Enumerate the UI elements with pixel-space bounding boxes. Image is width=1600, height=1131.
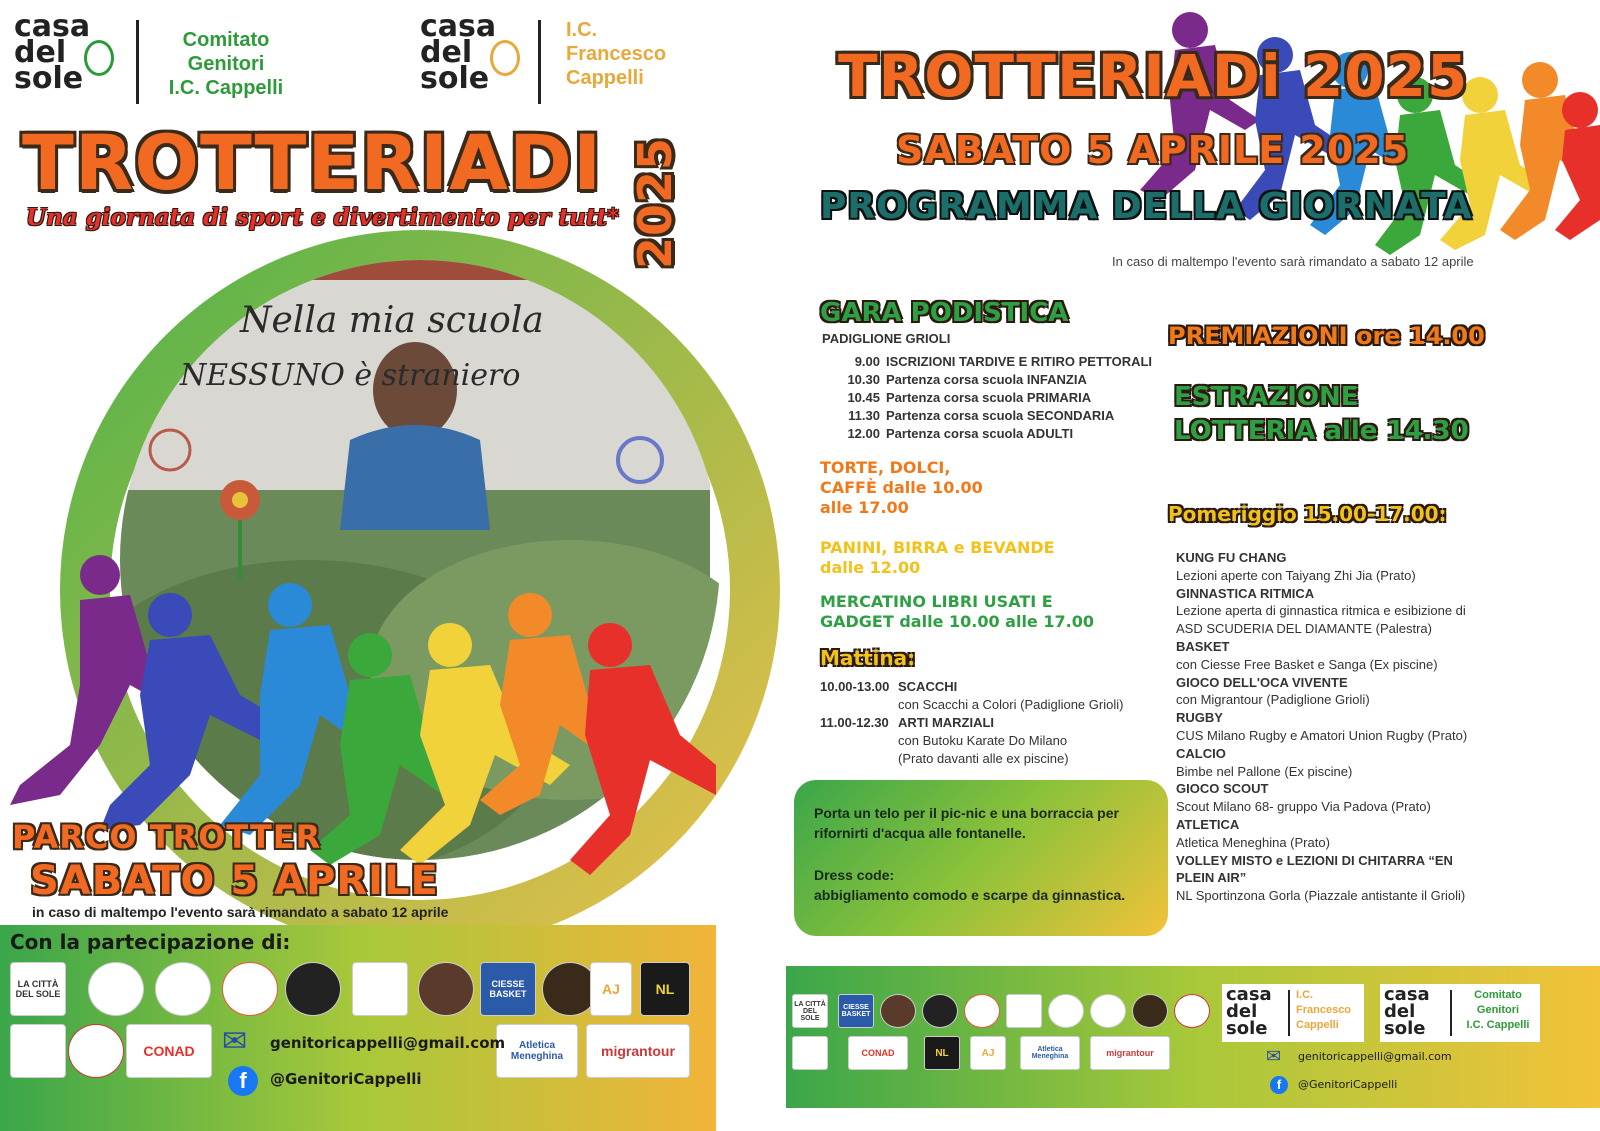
race-time: 10.30 <box>847 372 880 387</box>
sponsor-logo: NL <box>640 962 690 1016</box>
logo-casa-word: casa <box>420 9 497 44</box>
race-time: 9.00 <box>854 354 880 369</box>
food-line: PANINI, BIRRA e BEVANDE <box>820 538 1055 557</box>
activity-title: VOLLEY MISTO e LEZIONI DI CHITARRA “EN PLEIN AIR” <box>1176 852 1453 886</box>
logo-line: I.C. <box>1296 989 1314 1001</box>
logo-del-word: del <box>420 35 473 70</box>
program-weather-note: In caso di maltempo l'evento sarà rimandato a sabato 12 aprile <box>1112 254 1474 269</box>
logo-text <box>1296 988 1351 1033</box>
race-text: Partenza corsa scuola INFANZIA <box>886 372 1087 387</box>
lottery <box>1174 380 1469 448</box>
logo-del-word: del <box>14 35 67 70</box>
race-place: PADIGLIONE GRIOLI <box>822 331 951 346</box>
food-line: TORTE, DOLCI, <box>820 458 951 477</box>
sponsor-logo <box>155 962 211 1016</box>
morning-time: 11.00-12.30 <box>820 715 889 730</box>
sponsor-logo-migrantour: migrantour <box>1090 1036 1170 1070</box>
sponsor-logo <box>1090 994 1126 1028</box>
book-market <box>820 592 1094 632</box>
contact-facebook[interactable]: @GenitoriCappelli <box>270 1070 422 1088</box>
right-program <box>794 0 1600 1131</box>
race-heading: GARA PODISTICA <box>820 298 1069 328</box>
program-heading: PROGRAMMA DELLA GIORNATA <box>820 186 1473 227</box>
logo-comitato-text <box>166 28 286 100</box>
logo-line: Francesco <box>566 43 667 65</box>
race-text: ISCRIZIONI TARDIVE E RITIRO PETTORALI <box>886 354 1153 369</box>
logo-divider <box>136 20 139 104</box>
logo-casa-word: casa <box>14 9 91 44</box>
activity-title: GINNASTICA RITMICA <box>1176 585 1315 601</box>
morning-item <box>820 714 1160 768</box>
sponsor-logo <box>922 994 958 1028</box>
race-text: Partenza corsa scuola ADULTI <box>886 426 1074 441</box>
tips-box <box>794 780 1168 936</box>
logo-line: I.C. Cappelli <box>168 77 284 99</box>
sponsor-logo: CIESSE BASKET <box>480 962 536 1016</box>
sponsor-logo-conad: CONAD <box>126 1024 212 1078</box>
logo-line: Cappelli <box>566 67 644 89</box>
activity-title: CALCIO <box>1176 745 1226 761</box>
weather-note: in caso di maltempo l'evento sarà rimandato a sabato 12 aprile <box>32 904 449 920</box>
event-location: PARCO TROTTER <box>12 818 322 856</box>
logo-casa-del-sole-comitato <box>14 9 91 96</box>
logo-line: I.C. Cappelli <box>1466 1019 1530 1031</box>
sponsor-logo <box>285 962 341 1016</box>
lottery-line: LOTTERIA alle 14.30 <box>1174 416 1469 446</box>
logo-sole-word: sole <box>14 61 84 96</box>
sun-icon <box>490 40 520 76</box>
program-date: SABATO 5 APRILE 2025 <box>896 128 1410 172</box>
activity-line: Lezione aperta di ginnastica ritmica e esibizione di <box>1176 603 1466 619</box>
sponsor-logo <box>88 962 144 1016</box>
activity-title: RUGBY <box>1176 710 1223 726</box>
morning-line: con Scacchi a Colori (Padiglione Grioli) <box>898 697 1124 712</box>
logo-line: Genitori <box>187 53 265 75</box>
logo-line: Comitato <box>182 29 270 51</box>
program-main-title: TROTTERIADi 2025 <box>838 42 1469 110</box>
market-line: GADGET dalle 10.00 alle 17.00 <box>820 612 1094 631</box>
race-row <box>820 389 1160 407</box>
email-icon: ✉ <box>222 1025 248 1058</box>
logo-line: Comitato <box>1474 989 1522 1001</box>
logo-wordmark <box>1226 986 1272 1037</box>
food-cakes <box>820 458 983 518</box>
sponsor-logo <box>1174 994 1210 1028</box>
food-line: dalle 12.00 <box>820 558 921 577</box>
sponsor-logo <box>1132 994 1168 1028</box>
facebook-icon: f <box>1270 1076 1288 1094</box>
tips-line: abbigliamento comodo e scarpe da ginnastica. <box>814 887 1126 903</box>
mural-text-2: NESSUNO è straniero <box>180 358 521 393</box>
sun-icon <box>84 40 114 76</box>
morning-line: con Butoku Karate Do Milano <box>898 733 1068 748</box>
footer-facebook[interactable]: @GenitoriCappelli <box>1298 1078 1398 1091</box>
footer-logo-ic <box>1222 984 1364 1042</box>
poster-subtitle: Una giornata di sport e divertimento per tutt* <box>26 204 620 231</box>
footer-logo-comitato <box>1380 984 1540 1042</box>
race-time: 10.45 <box>847 390 880 405</box>
activity-line: con Migrantour (Padiglione Grioli) <box>1176 692 1370 708</box>
logo-line: I.C. <box>566 19 598 41</box>
poster-year: 2025 <box>628 136 682 270</box>
logo-line: Cappelli <box>1296 1019 1339 1031</box>
food-line: alle 17.00 <box>820 498 909 517</box>
email-icon: ✉ <box>1266 1046 1282 1066</box>
activity-line: Bimbe nel Pallone (Ex piscine) <box>1176 763 1353 779</box>
logo-ic-text <box>566 18 666 90</box>
mural-text-1: Nella mia scuola <box>240 300 544 341</box>
race-row <box>820 371 1160 389</box>
activity-title: BASKET <box>1176 638 1230 654</box>
race-row <box>820 353 1160 371</box>
activity-line: Lezioni aperte con Taiyang Zhi Jia (Prato) <box>1176 567 1416 583</box>
activity-title: GIOCO DELL'OCA VIVENTE <box>1176 674 1348 690</box>
sponsor-logo <box>880 994 916 1028</box>
sponsor-logo <box>418 962 474 1016</box>
activity-line: ASD SCUDERIA DEL DIAMANTE (Palestra) <box>1176 621 1432 637</box>
sponsor-logo: LA CITTÀ DEL SOLE <box>10 962 66 1016</box>
activity-line: Scout Milano 68- gruppo Via Padova (Prato) <box>1176 799 1431 815</box>
morning-heading: Mattina: <box>820 646 916 670</box>
sponsor-logo-migrantour: migrantour <box>586 1024 690 1078</box>
sponsor-logo <box>964 994 1000 1028</box>
logo-del-word: del <box>1226 1001 1258 1022</box>
footer-email[interactable]: genitoricappelli@gmail.com <box>1298 1050 1452 1063</box>
sponsor-logo <box>352 962 408 1016</box>
afternoon-list <box>1176 549 1516 905</box>
race-text: Partenza corsa scuola SECONDARIA <box>886 408 1115 423</box>
sponsor-logo <box>68 1024 124 1078</box>
logo-divider <box>538 20 541 104</box>
sponsor-logo: CIESSE BASKET <box>838 994 874 1028</box>
sponsor-logo <box>1048 994 1084 1028</box>
left-poster <box>0 0 716 1131</box>
morning-line: (Prato davanti alle ex piscine) <box>898 751 1069 766</box>
race-time: 11.30 <box>848 408 880 423</box>
sponsor-logo: NL <box>924 1036 960 1070</box>
sponsor-logo <box>792 1036 828 1070</box>
sponsor-logo: AJ <box>970 1036 1006 1070</box>
race-row <box>820 407 1160 425</box>
activity-line: CUS Milano Rugby e Amatori Union Rugby (Prato) <box>1176 727 1468 743</box>
facebook-icon: f <box>228 1066 258 1096</box>
race-time: 12.00 <box>847 426 880 441</box>
logo-line: Genitori <box>1476 1004 1520 1016</box>
logo-divider <box>1450 990 1452 1036</box>
logo-sole-word: sole <box>1226 1018 1268 1039</box>
event-date: SABATO 5 APRILE <box>30 858 439 904</box>
morning-list <box>820 678 1160 768</box>
activity-title: GIOCO SCOUT <box>1176 781 1269 797</box>
activity-line: con Ciesse Free Basket e Sanga (Ex piscine) <box>1176 656 1438 672</box>
race-row <box>820 425 1160 443</box>
sponsor-logo <box>10 1024 66 1078</box>
awards-time: PREMIAZIONI ore 14.00 <box>1168 322 1485 350</box>
tips-line: Porta un telo per il pic-nic e una borraccia per <box>814 805 1119 821</box>
tips-line: rifornirti d'acqua alle fontanelle. <box>814 825 1026 841</box>
logo-wordmark <box>1384 986 1430 1037</box>
morning-item <box>820 678 1160 714</box>
food-panini <box>820 538 1055 578</box>
logo-del-word: del <box>1384 1001 1416 1022</box>
market-line: MERCATINO LIBRI USATI E <box>820 592 1053 611</box>
partners-heading: Con la partecipazione di: <box>10 930 291 954</box>
sponsor-logo-atletica: Atletica Meneghina <box>496 1024 578 1078</box>
logo-text <box>1458 988 1538 1033</box>
activity-title: KUNG FU CHANG <box>1176 550 1287 565</box>
poster-title: TROTTERIADI <box>22 118 603 207</box>
logo-sole-word: sole <box>1384 1018 1426 1039</box>
morning-title: SCACCHI <box>898 679 958 694</box>
lottery-line: ESTRAZIONE <box>1174 382 1359 412</box>
sponsor-logo: AJ <box>590 962 632 1016</box>
morning-title: ARTI MARZIALI <box>898 715 995 730</box>
food-line: CAFFÈ dalle 10.00 <box>820 478 983 497</box>
logo-casa-word: casa <box>1384 984 1430 1005</box>
logo-divider <box>1288 990 1290 1036</box>
logo-casa-word: casa <box>1226 984 1272 1005</box>
morning-time: 10.00-13.00 <box>820 679 890 694</box>
race-schedule <box>820 353 1160 443</box>
activity-title: ATLETICA <box>1176 816 1240 832</box>
activity-line: Atletica Meneghina (Prato) <box>1176 834 1330 850</box>
logo-casa-del-sole-ic <box>420 9 497 96</box>
sponsor-logo <box>1006 994 1042 1028</box>
afternoon-heading: Pomeriggio 15.00-17.00: <box>1168 502 1447 526</box>
race-text: Partenza corsa scuola PRIMARIA <box>886 390 1092 405</box>
logo-sole-word: sole <box>420 61 490 96</box>
tips-line: Dress code: <box>814 867 895 883</box>
logo-line: Francesco <box>1296 1004 1352 1016</box>
sponsor-logo-atletica: Atletica Meneghina <box>1020 1036 1080 1070</box>
sponsor-logo <box>222 962 278 1016</box>
sponsor-logo-conad: CONAD <box>848 1036 908 1070</box>
activity-line: NL Sportinzona Gorla (Piazzale antistante il Grioli) <box>1176 888 1466 904</box>
contact-email[interactable]: genitoricappelli@gmail.com <box>270 1034 506 1052</box>
sponsor-logo: LA CITTÀ DEL SOLE <box>792 994 828 1028</box>
